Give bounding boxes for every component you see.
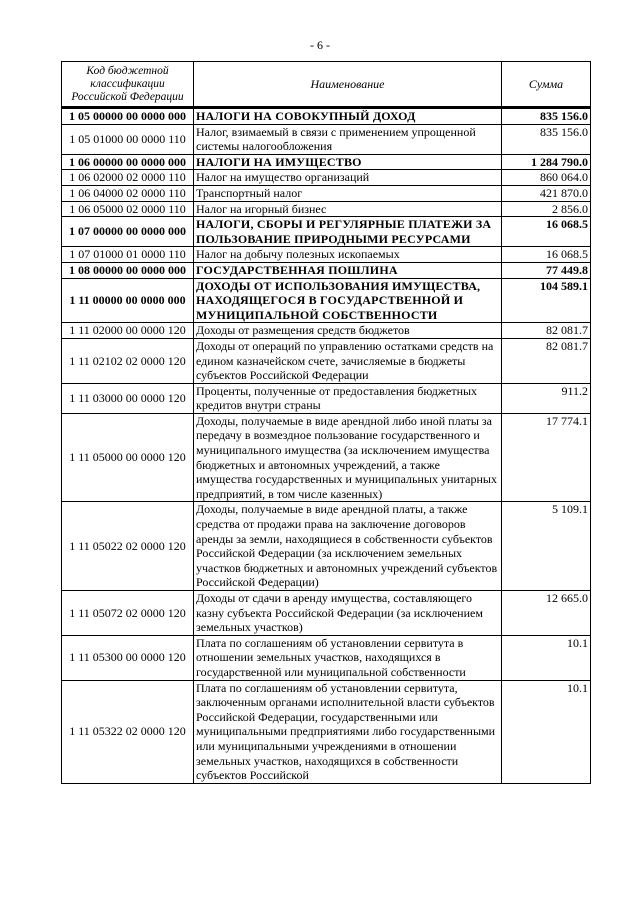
row-name: Проценты, полученные от предоставления бюджетных кредитов внутри страны bbox=[194, 383, 502, 413]
row-code: 1 11 05322 02 0000 120 bbox=[62, 680, 194, 783]
table-row bbox=[62, 185, 591, 201]
row-name: НАЛОГИ НА СОВОКУПНЫЙ ДОХОД bbox=[194, 108, 502, 125]
row-code: 1 11 05022 02 0000 120 bbox=[62, 502, 194, 591]
row-code: 1 06 04000 02 0000 110 bbox=[62, 185, 194, 201]
row-code: 1 11 02000 00 0000 120 bbox=[62, 323, 194, 339]
revenue-table bbox=[61, 61, 591, 784]
row-sum: 82 081.7 bbox=[502, 338, 591, 383]
row-sum: 16 068.5 bbox=[502, 247, 591, 263]
row-name: Налог, взимаемый в связи с применением упрощенной системы налогообложения bbox=[194, 124, 502, 154]
row-sum: 860 064.0 bbox=[502, 170, 591, 186]
table-row bbox=[62, 278, 591, 323]
row-name: Доходы, получаемые в виде арендной платы, а также средства от продажи права на заключение договоров аренды за земли, находящиеся в собственности субъектов Российской Федерации (за исключением земельных участков бюджетных и автономных учреждений субъектов Российской Федерации) bbox=[194, 502, 502, 591]
row-sum: 82 081.7 bbox=[502, 323, 591, 339]
row-name: ДОХОДЫ ОТ ИСПОЛЬЗОВАНИЯ ИМУЩЕСТВА, НАХОДЯЩЕГОСЯ В ГОСУДАРСТВЕННОЙ И МУНИЦИПАЛЬНОЙ СОБСТВЕННОСТИ bbox=[194, 278, 502, 323]
row-sum: 16 068.5 bbox=[502, 217, 591, 247]
row-name: Налог на добычу полезных ископаемых bbox=[194, 247, 502, 263]
row-name: Плата по соглашениям об установлении сервитута, заключенным органами исполнительной власти субъектов Российской Федерации, государственными или муниципальными предприятиями либо государственными или муниципальными учреждениями в отношении земельных участков, находящихся в собственности субъектов Российской bbox=[194, 680, 502, 783]
row-code: 1 05 01000 00 0000 110 bbox=[62, 124, 194, 154]
row-code: 1 07 01000 01 0000 110 bbox=[62, 247, 194, 263]
row-sum: 2 856.0 bbox=[502, 201, 591, 217]
row-sum: 5 109.1 bbox=[502, 502, 591, 591]
row-code: 1 11 05000 00 0000 120 bbox=[62, 413, 194, 502]
row-name: Налог на игорный бизнес bbox=[194, 201, 502, 217]
row-name: Транспортный налог bbox=[194, 185, 502, 201]
table-row bbox=[62, 247, 591, 263]
row-name: Доходы от сдачи в аренду имущества, составляющего казну субъекта Российской Федерации (за исключением земельных участков) bbox=[194, 591, 502, 636]
table-row bbox=[62, 262, 591, 278]
table-header-row bbox=[62, 62, 591, 108]
row-name: Доходы от размещения средств бюджетов bbox=[194, 323, 502, 339]
row-code: 1 06 00000 00 0000 000 bbox=[62, 154, 194, 170]
row-sum: 1 284 790.0 bbox=[502, 154, 591, 170]
row-name: Плата по соглашениям об установлении сервитута в отношении земельных участков, находящихся в государственной или муниципальной собственности bbox=[194, 635, 502, 680]
row-sum: 10.1 bbox=[502, 680, 591, 783]
table-row bbox=[62, 124, 591, 154]
row-sum: 421 870.0 bbox=[502, 185, 591, 201]
row-sum: 17 774.1 bbox=[502, 413, 591, 502]
table-row bbox=[62, 217, 591, 247]
row-code: 1 05 00000 00 0000 000 bbox=[62, 108, 194, 125]
header-sum: Сумма bbox=[502, 62, 591, 108]
page-number: - 6 - bbox=[310, 38, 330, 52]
table-row bbox=[62, 323, 591, 339]
table-row bbox=[62, 154, 591, 170]
row-code: 1 11 05300 00 0000 120 bbox=[62, 635, 194, 680]
row-name: Налог на имущество организаций bbox=[194, 170, 502, 186]
table-row bbox=[62, 413, 591, 502]
row-sum: 835 156.0 bbox=[502, 108, 591, 125]
row-name: ГОСУДАРСТВЕННАЯ ПОШЛИНА bbox=[194, 262, 502, 278]
table-row bbox=[62, 680, 591, 783]
row-name: Доходы, получаемые в виде арендной либо иной платы за передачу в возмездное пользование государственного и муниципального имущества (за исключением имущества бюджетных и автономных учреждений, а также имущества государственных и муниципальных унитарных предприятий, в том числе казенных) bbox=[194, 413, 502, 502]
row-sum: 12 665.0 bbox=[502, 591, 591, 636]
row-code: 1 11 02102 02 0000 120 bbox=[62, 338, 194, 383]
row-code: 1 06 05000 02 0000 110 bbox=[62, 201, 194, 217]
row-sum: 911.2 bbox=[502, 383, 591, 413]
table-row bbox=[62, 502, 591, 591]
row-name: НАЛОГИ НА ИМУЩЕСТВО bbox=[194, 154, 502, 170]
table-row bbox=[62, 338, 591, 383]
row-sum: 77 449.8 bbox=[502, 262, 591, 278]
row-code: 1 11 00000 00 0000 000 bbox=[62, 278, 194, 323]
row-name: НАЛОГИ, СБОРЫ И РЕГУЛЯРНЫЕ ПЛАТЕЖИ ЗА ПОЛЬЗОВАНИЕ ПРИРОДНЫМИ РЕСУРСАМИ bbox=[194, 217, 502, 247]
row-code: 1 07 00000 00 0000 000 bbox=[62, 217, 194, 247]
row-name: Доходы от операций по управлению остатками средств на едином казначейском счете, зачисляемые в бюджеты субъектов Российской Федерации bbox=[194, 338, 502, 383]
header-code: Код бюджетной классификации Российской Федерации bbox=[62, 62, 194, 108]
row-code: 1 11 05072 02 0000 120 bbox=[62, 591, 194, 636]
table-row bbox=[62, 170, 591, 186]
table-row bbox=[62, 635, 591, 680]
table-row bbox=[62, 108, 591, 125]
row-code: 1 08 00000 00 0000 000 bbox=[62, 262, 194, 278]
table-row bbox=[62, 591, 591, 636]
row-sum: 835 156.0 bbox=[502, 124, 591, 154]
row-sum: 10.1 bbox=[502, 635, 591, 680]
table-row bbox=[62, 383, 591, 413]
row-sum: 104 589.1 bbox=[502, 278, 591, 323]
row-code: 1 06 02000 02 0000 110 bbox=[62, 170, 194, 186]
row-code: 1 11 03000 00 0000 120 bbox=[62, 383, 194, 413]
table-row bbox=[62, 201, 591, 217]
header-name: Наименование bbox=[194, 62, 502, 108]
